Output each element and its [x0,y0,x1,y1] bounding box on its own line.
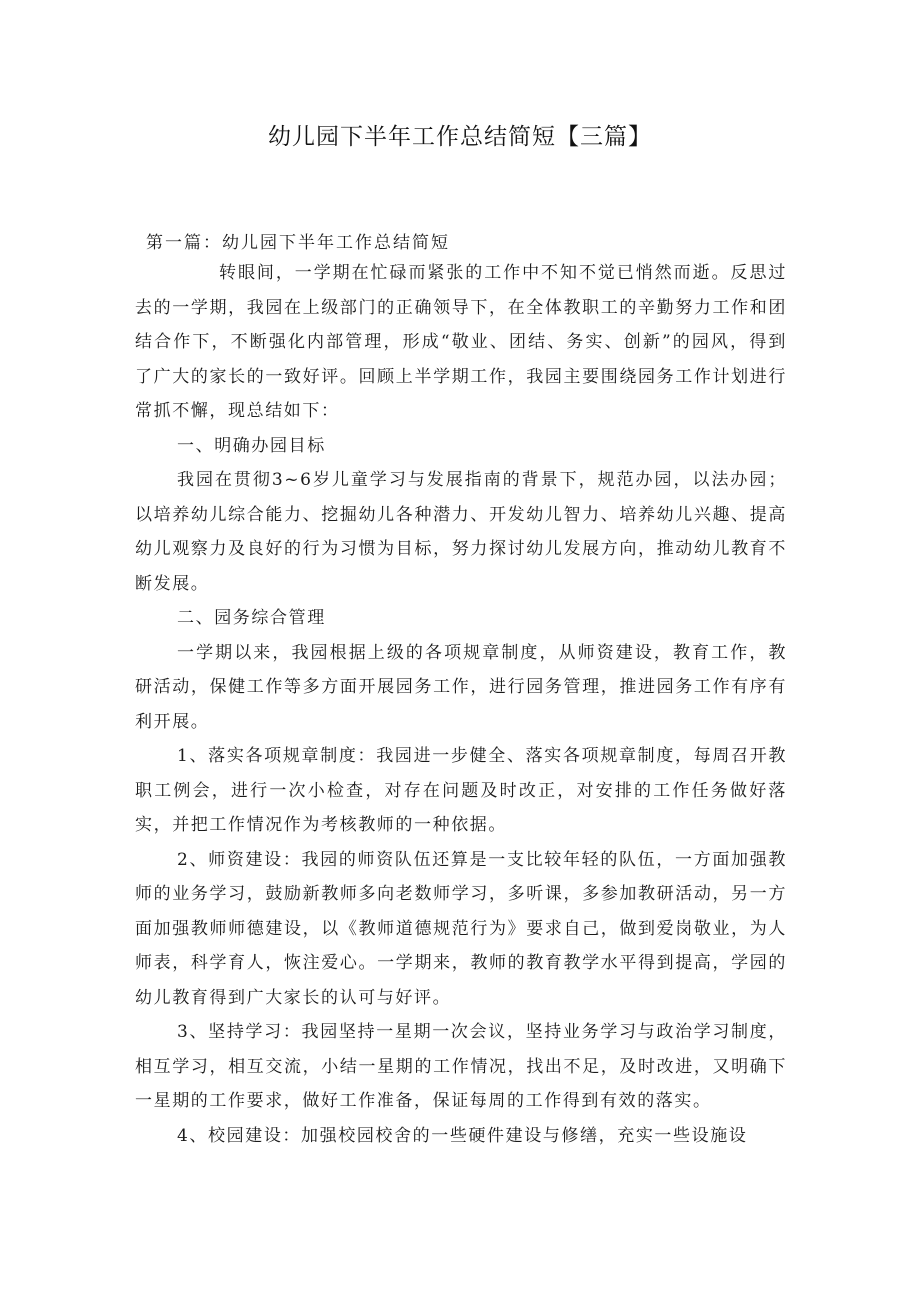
paragraph-campus: 4、校园建设：加强校园校舍的一些硬件建设与修缮，充实一些设施设 [177,1125,748,1146]
paragraph-goals: 我园在贯彻3~6岁儿童学习与发展指南的背景下，规范办园，以法办园；以培养幼儿综合能力、挖掘幼儿各种潜力、开发幼儿智力、培养幼儿兴趣、提高幼儿观察力及良好的行为习惯为目标，努力探讨幼儿发展方向，推动幼儿教育不断发展。 [135,470,787,594]
paragraph-management: 一学期以来，我园根据上级的各项规章制度，从师资建设，教育工作，教研活动，保健工作等多方面开展园务工作，进行园务管理，推进园务工作有序有利开展。 [135,642,787,732]
document-title: 幼儿园下半年工作总结简短【三篇】 [268,124,652,150]
paragraph-study: 3、坚持学习：我园坚持一星期一次会议，坚持业务学习与政治学习制度，相互学习，相互交流，小结一星期的工作情况，找出不足，及时改进，又明确下一星期的工作要求，做好工作准备，保证每周的工作得到有效的落实。 [135,1022,787,1111]
heading-goals: 一、明确办园目标 [177,435,326,456]
document-body [135,256,787,1153]
paragraph-teachers: 2、师资建设：我园的师资队伍还算是一支比较年轻的队伍，一方面加强教师的业务学习，鼓励新教师多向老数师学习，多听课，多参加教研活动，另一方面加强教师师德建设，以《教师道德规范行为》要求自己，做到爱岗敬业，为人师表，科学育人，恢注爱心。一学期来，教师的教育教学水平得到提高，学园的幼儿教育得到广大家长的认可与好评。 [135,849,787,1008]
heading-management: 二、园务综合管理 [177,608,326,628]
paragraph-rules: 1、落实各项规章制度：我园进一步健全、落实各项规章制度，每周召开教职工例会，进行一次小检查，对存在问题及时改正，对安排的工作任务做好落实，并把工作情况作为考核教师的一种依据。 [135,746,787,835]
intro-paragraph: 转眼间，一学期在忙碌而紧张的工作中不知不觉已悄然而逝。反思过去的一学期，我园在上级部门的正确领导下，在全体教职工的辛勤努力工作和团结合作下，不断强化内部管理，形成“敬业、团结、务实、创新”的园风，得到了广大的家长的一致好评。回顾上半学期工作，我园主要围绕园务工作计划进行常抓不懈，现总结如下： [135,263,787,421]
section-title: 第一篇：幼儿园下半年工作总结简短 [146,233,450,253]
